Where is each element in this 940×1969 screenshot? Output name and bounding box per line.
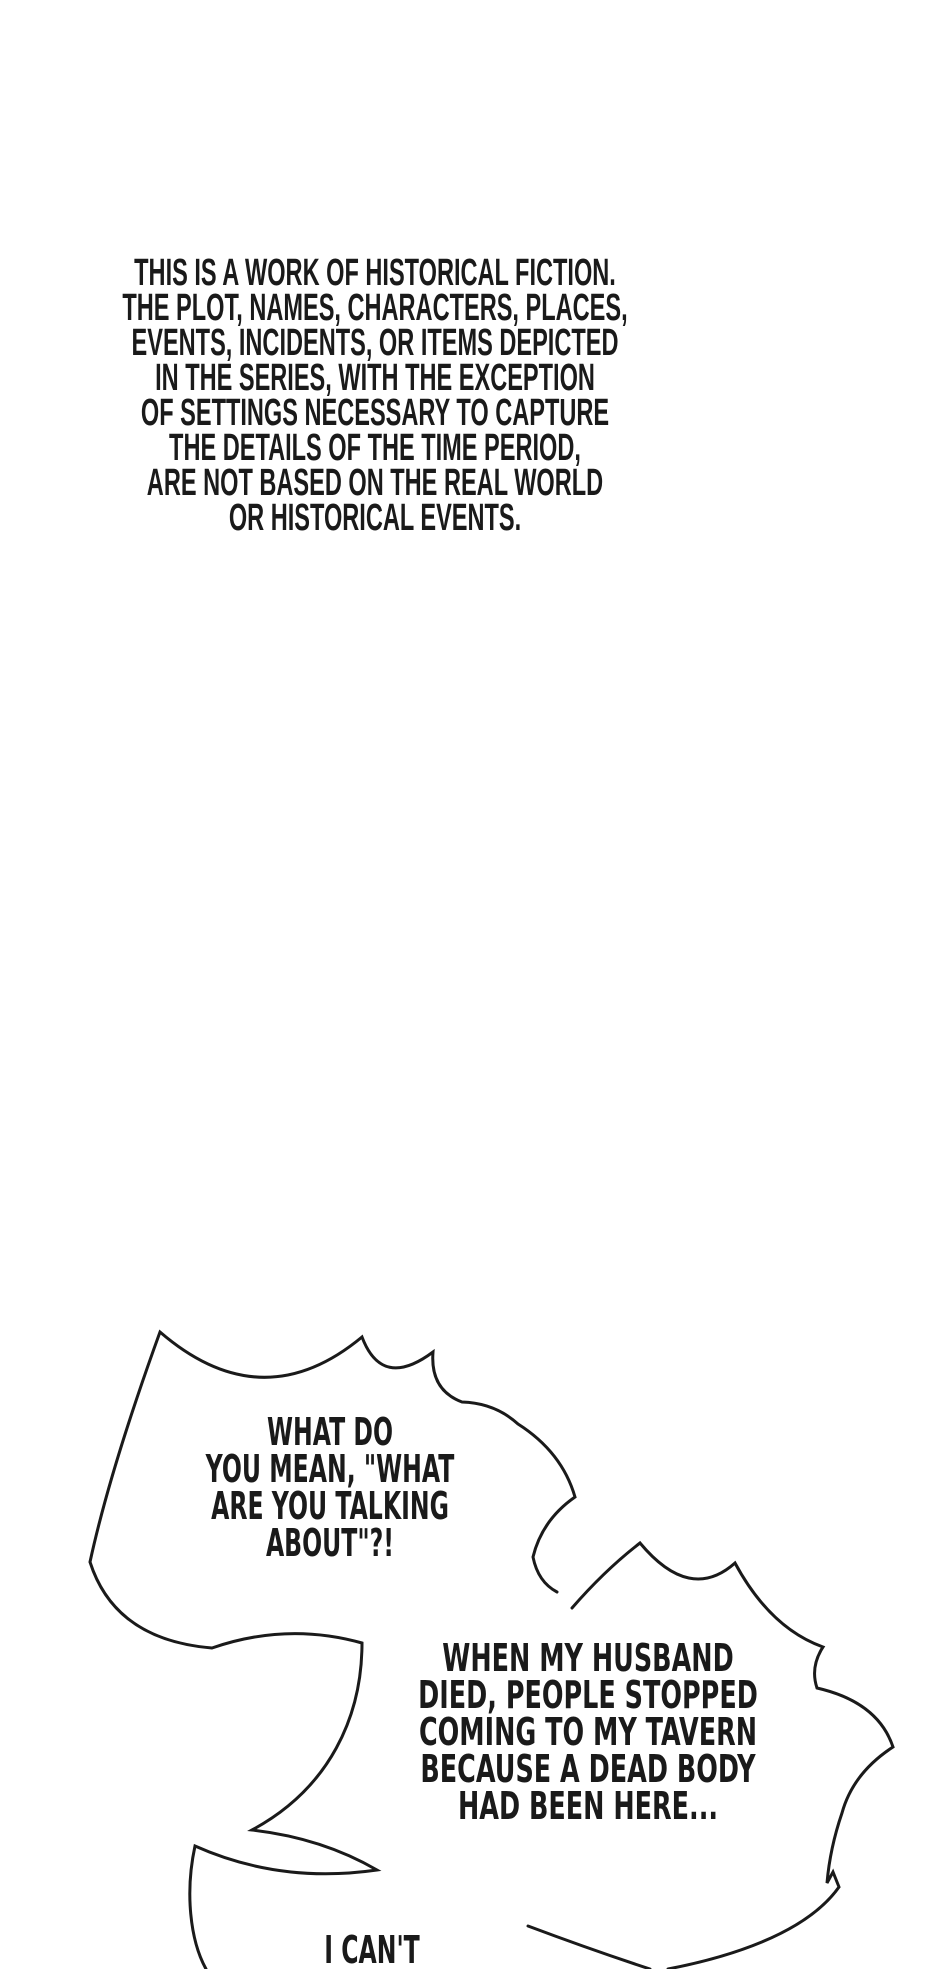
speech-bubble-2-text	[418, 1636, 758, 1828]
disclaimer-line: THE DETAILS OF THE TIME PERIOD,	[169, 427, 581, 469]
speech-line: I CAN'T	[324, 1928, 420, 1969]
speech-line: WHAT DO	[267, 1410, 393, 1454]
speech-bubble-3-text	[324, 1928, 420, 1969]
bubble-3-outline	[528, 1926, 650, 1969]
speech-line: WHEN MY HUSBAND	[442, 1636, 734, 1680]
disclaimer-line: THE PLOT, NAMES, CHARACTERS, PLACES,	[122, 287, 628, 329]
speech-line: DIED, PEOPLE STOPPED	[418, 1673, 758, 1717]
speech-line: HAD BEEN HERE...	[457, 1784, 719, 1828]
speech-line: ARE YOU TALKING	[211, 1484, 449, 1528]
speech-line: ABOUT"?!	[265, 1521, 395, 1565]
disclaimer-text	[34, 252, 716, 539]
disclaimer-line: OR HISTORICAL EVENTS.	[228, 497, 522, 539]
speech-line: YOU MEAN, "WHAT	[205, 1447, 455, 1491]
disclaimer-line: OF SETTINGS NECESSARY TO CAPTURE	[140, 392, 610, 434]
disclaimer-line: THIS IS A WORK OF HISTORICAL FICTION.	[134, 252, 616, 294]
speech-line: COMING TO MY TAVERN	[418, 1710, 758, 1754]
speech-line: BECAUSE A DEAD BODY	[420, 1747, 756, 1791]
disclaimer-line: EVENTS, INCIDENTS, OR ITEMS DEPICTED	[131, 322, 619, 364]
disclaimer-line: IN THE SERIES, WITH THE EXCEPTION	[155, 357, 595, 399]
disclaimer-line: ARE NOT BASED ON THE REAL WORLD	[146, 462, 604, 504]
speech-bubble-1-text	[205, 1410, 455, 1565]
